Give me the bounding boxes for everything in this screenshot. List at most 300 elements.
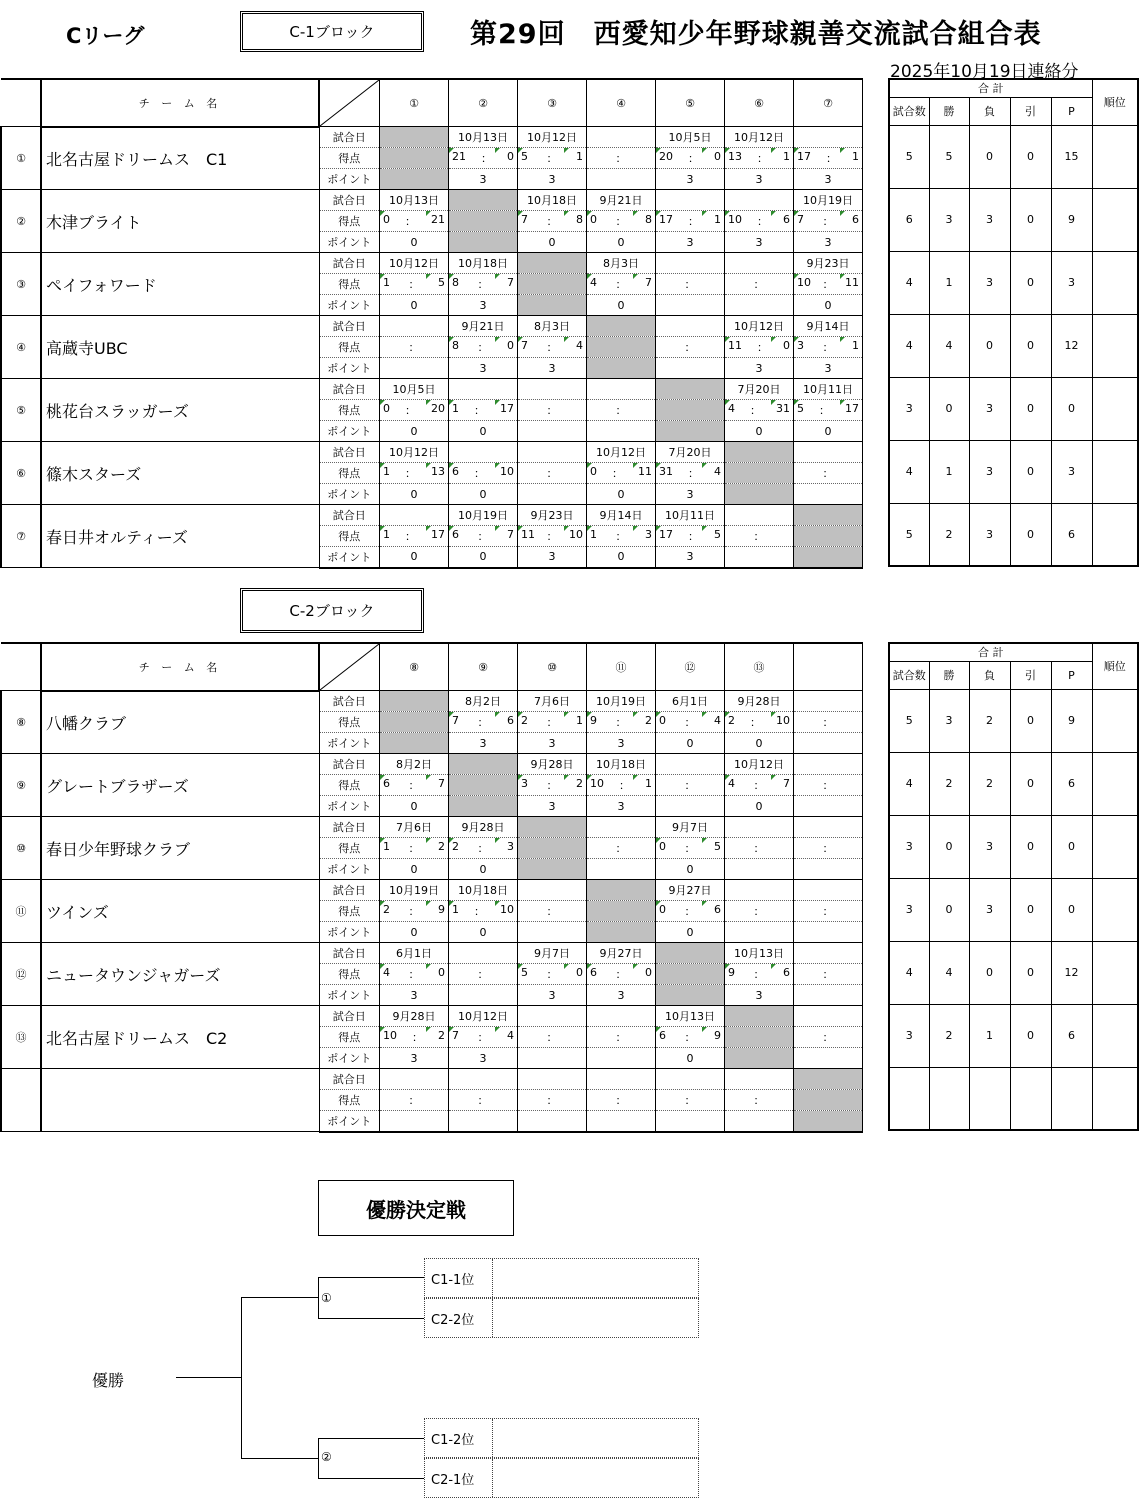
match-score — [587, 712, 656, 733]
summary-value: 4 — [889, 440, 929, 503]
match-point — [725, 295, 794, 316]
match-score — [518, 337, 587, 358]
score-away: 6 — [783, 213, 790, 226]
opponent-column-header: ⑨ — [449, 643, 518, 691]
cell-marker — [656, 838, 661, 843]
match-score — [449, 463, 518, 484]
match-point — [656, 796, 725, 817]
score-home: 1 — [383, 465, 390, 478]
score-separator: ： — [688, 215, 699, 228]
match-score — [518, 775, 587, 796]
summary-value: 3 — [1051, 440, 1092, 503]
block-grid — [0, 642, 863, 1133]
score-separator: ： — [619, 779, 630, 792]
score-away: 0 — [576, 966, 583, 979]
summary-value — [1092, 878, 1138, 941]
self-match-cell — [656, 379, 725, 400]
summary-value: 5 — [889, 689, 929, 752]
score-away: 6 — [852, 213, 859, 226]
score-away: 5 — [714, 528, 721, 541]
score-away: 1 — [714, 213, 721, 226]
match-score — [794, 337, 863, 358]
cell-marker — [564, 712, 569, 717]
score-separator: ： — [408, 842, 420, 855]
match-point — [380, 358, 449, 379]
cell-marker — [771, 148, 776, 153]
match-point: 0 — [380, 859, 449, 880]
match-point: 0 — [449, 859, 518, 880]
table-row — [1, 754, 863, 775]
match-score — [518, 901, 587, 922]
score-away: 3 — [645, 528, 652, 541]
score-home: 7 — [452, 1029, 459, 1042]
match-point — [794, 859, 863, 880]
score-separator: ： — [546, 1094, 558, 1107]
rank-header: 順位 — [1092, 643, 1138, 689]
self-match-cell — [725, 463, 794, 484]
summary-table — [888, 78, 1139, 567]
cell-marker — [587, 274, 592, 279]
score-separator: ： — [474, 467, 485, 480]
score-away: 0 — [438, 966, 445, 979]
self-match-cell — [587, 337, 656, 358]
opponent-column-header: ⑥ — [725, 79, 794, 127]
match-date — [449, 379, 518, 400]
score-label: 得点 — [319, 148, 380, 169]
cell-marker — [495, 901, 500, 906]
score-separator: ： — [822, 215, 834, 228]
match-date — [380, 316, 449, 337]
score-separator: ： — [750, 716, 761, 729]
match-date — [587, 817, 656, 838]
match-date: 9月7日 — [656, 817, 725, 838]
match-point: 3 — [656, 484, 725, 505]
table-row — [1, 127, 863, 148]
cell-marker — [495, 337, 500, 342]
score-separator: ： — [546, 968, 558, 981]
summary-value: 0 — [1010, 689, 1051, 752]
match-score — [449, 901, 518, 922]
match-point — [587, 1111, 656, 1132]
score-away: 7 — [783, 777, 790, 790]
match-date: 10月12日 — [587, 442, 656, 463]
score-separator: ： — [477, 716, 489, 729]
point-label: ポイント — [319, 1048, 380, 1069]
match-point — [794, 796, 863, 817]
cell-marker — [840, 337, 845, 342]
score-away: 7 — [645, 276, 652, 289]
match-point — [518, 1111, 587, 1132]
self-match-cell — [518, 859, 587, 880]
self-match-cell — [587, 922, 656, 943]
team-name: 桃花台スラッガーズ — [41, 379, 319, 442]
team-number: ② — [1, 190, 41, 253]
score-home: 0 — [590, 465, 597, 478]
table-row — [1, 880, 863, 901]
match-point — [656, 1111, 725, 1132]
slot-label: C1-1位 — [425, 1259, 493, 1297]
match-date: 10月19日 — [449, 505, 518, 526]
self-match-cell — [449, 232, 518, 253]
score-home: 5 — [797, 402, 804, 415]
cell-marker — [518, 148, 523, 153]
score-separator: ： — [546, 152, 558, 165]
match-date: 9月21日 — [449, 316, 518, 337]
match-point: 3 — [518, 796, 587, 817]
cell-marker — [794, 274, 799, 279]
score-home: 1 — [452, 402, 459, 415]
match-date: 10月18日 — [587, 754, 656, 775]
summary-value — [1092, 440, 1138, 503]
score-separator: ： — [753, 530, 765, 543]
match-date: 9月28日 — [380, 1006, 449, 1027]
cell-marker — [725, 775, 730, 780]
self-match-cell — [449, 775, 518, 796]
opponent-column-header: ① — [380, 79, 449, 127]
self-match-cell — [380, 691, 449, 712]
score-separator: ： — [615, 716, 627, 729]
match-score — [449, 274, 518, 295]
cell-marker — [771, 775, 776, 780]
cell-marker — [449, 337, 454, 342]
cell-marker — [587, 712, 592, 717]
cell-marker — [426, 775, 431, 780]
team-number: ⑨ — [1, 754, 41, 817]
team-number: ⑫ — [1, 943, 41, 1006]
score-home: 6 — [452, 528, 459, 541]
match-point: 0 — [518, 232, 587, 253]
opponent-column-header: ④ — [587, 79, 656, 127]
score-home: 0 — [659, 840, 666, 853]
score-separator: ： — [753, 842, 765, 855]
match-point: 0 — [794, 421, 863, 442]
summary-value: 0 — [969, 314, 1010, 377]
score-home: 13 — [728, 150, 742, 163]
point-label: ポイント — [319, 295, 380, 316]
score-separator: ： — [684, 842, 696, 855]
cell-marker — [518, 964, 523, 969]
point-label: ポイント — [319, 358, 380, 379]
summary-value — [1092, 188, 1138, 251]
match-date — [518, 379, 587, 400]
score-away: 1 — [852, 339, 859, 352]
team-name: 春日井オルティーズ — [41, 505, 319, 568]
match-score — [518, 712, 587, 733]
score-home: 7 — [521, 339, 528, 352]
score-separator: ： — [408, 968, 420, 981]
summary-value: 0 — [929, 815, 969, 878]
match-score — [656, 211, 725, 232]
team-name: 北名古屋ドリームス C2 — [41, 1006, 319, 1069]
summary-value: 6 — [1051, 503, 1092, 566]
score-home: 4 — [590, 276, 597, 289]
summary-value: 0 — [1010, 1004, 1051, 1067]
team-name: ニュータウンジャガーズ — [41, 943, 319, 1006]
summary-value — [1092, 251, 1138, 314]
score-separator: ： — [408, 905, 420, 918]
summary-row — [889, 1067, 1138, 1130]
match-date — [794, 880, 863, 901]
point-label: ポイント — [319, 484, 380, 505]
match-date: 10月5日 — [656, 127, 725, 148]
match-date: 10月13日 — [656, 1006, 725, 1027]
match-date: 7月20日 — [725, 379, 794, 400]
match-date — [794, 754, 863, 775]
cell-marker — [495, 1027, 500, 1032]
summary-value: 12 — [1051, 314, 1092, 377]
match-point: 0 — [656, 859, 725, 880]
score-separator: ： — [546, 779, 558, 792]
cell-marker — [656, 148, 661, 153]
match-point — [449, 1111, 518, 1132]
summary-value: 1 — [969, 1004, 1010, 1067]
score-separator: ： — [546, 215, 558, 228]
match-score — [725, 712, 794, 733]
score-separator: ： — [684, 278, 696, 291]
match-point: 3 — [449, 295, 518, 316]
summary-value: 2 — [969, 752, 1010, 815]
summary-row — [889, 377, 1138, 440]
score-home: 2 — [383, 903, 390, 916]
team-number: ③ — [1, 253, 41, 316]
match-score — [656, 463, 725, 484]
cell-marker — [426, 211, 431, 216]
games-header: 試合数 — [889, 97, 929, 125]
match-date: 6月1日 — [656, 691, 725, 712]
score-away: 2 — [576, 777, 583, 790]
cell-marker — [702, 148, 707, 153]
score-home: 8 — [452, 276, 459, 289]
point-label: ポイント — [319, 169, 380, 190]
cell-marker — [449, 400, 454, 405]
match-date — [725, 505, 794, 526]
cell-marker — [587, 775, 592, 780]
table-row — [1, 505, 863, 526]
summary-value: 3 — [969, 251, 1010, 314]
match-date — [656, 754, 725, 775]
score-separator: ： — [474, 905, 485, 918]
summary-value — [1092, 1067, 1138, 1130]
cell-marker — [771, 211, 776, 216]
block-c1-label: C-1ブロック — [240, 11, 424, 52]
cell-marker — [564, 775, 569, 780]
cell-marker — [771, 337, 776, 342]
draw-header: 引 — [1010, 97, 1051, 125]
cell-marker — [380, 775, 385, 780]
cell-marker — [495, 274, 500, 279]
match-score — [794, 901, 863, 922]
score-home: 31 — [659, 465, 673, 478]
self-match-cell — [449, 754, 518, 775]
cell-marker — [380, 463, 385, 468]
cell-marker — [518, 337, 523, 342]
cell-marker — [656, 901, 661, 906]
score-separator: ： — [684, 341, 696, 354]
cell-marker — [771, 400, 776, 405]
match-date-label: 試合日 — [319, 754, 380, 775]
self-match-cell — [794, 1111, 863, 1132]
team-name: 高蔵寺UBC — [41, 316, 319, 379]
self-match-cell — [518, 817, 587, 838]
cell-marker — [380, 838, 385, 843]
point-label: ポイント — [319, 859, 380, 880]
score-home: 10 — [728, 213, 742, 226]
summary-value — [1092, 125, 1138, 188]
score-label: 得点 — [319, 838, 380, 859]
total-header: 合 計 — [889, 79, 1092, 97]
summary-value: 6 — [1051, 1004, 1092, 1067]
cell-marker — [840, 274, 845, 279]
team-name: 北名古屋ドリームス C1 — [41, 127, 319, 190]
self-match-cell — [449, 190, 518, 211]
score-home: 6 — [452, 465, 459, 478]
score-away: 6 — [783, 966, 790, 979]
cell-marker — [840, 148, 845, 153]
match-point: 3 — [449, 169, 518, 190]
match-date: 10月12日 — [725, 127, 794, 148]
match-point: 3 — [725, 169, 794, 190]
self-match-cell — [449, 211, 518, 232]
score-away: 1 — [852, 150, 859, 163]
match-score — [794, 775, 863, 796]
score-away: 9 — [714, 1029, 721, 1042]
summary-value — [929, 1067, 969, 1130]
score-home: 9 — [728, 966, 735, 979]
score-label: 得点 — [319, 526, 380, 547]
score-separator: ： — [615, 968, 627, 981]
match-point: 0 — [449, 484, 518, 505]
match-score — [656, 1090, 725, 1111]
self-match-cell — [656, 943, 725, 964]
cell-marker — [725, 400, 730, 405]
score-away: 3 — [507, 840, 514, 853]
summary-value: 4 — [929, 941, 969, 1004]
final-slot — [424, 1258, 699, 1298]
score-home: 0 — [383, 213, 390, 226]
cell-marker — [426, 1027, 431, 1032]
score-separator: ： — [615, 404, 627, 417]
score-separator: ： — [753, 779, 765, 792]
score-separator: ： — [826, 152, 837, 165]
cell-marker — [495, 463, 500, 468]
summary-value: 0 — [969, 941, 1010, 1004]
cell-marker — [426, 400, 431, 405]
score-home: 17 — [659, 528, 673, 541]
match-point: 0 — [380, 421, 449, 442]
match-point: 0 — [380, 232, 449, 253]
score-home: 20 — [659, 150, 673, 163]
match-date — [587, 379, 656, 400]
cell-marker — [725, 211, 730, 216]
score-home: 11 — [728, 339, 742, 352]
match-score — [794, 211, 863, 232]
match-score — [380, 526, 449, 547]
score-separator: ： — [546, 467, 558, 480]
match-date-label: 試合日 — [319, 880, 380, 901]
match-score — [794, 838, 863, 859]
summary-value: 0 — [1010, 125, 1051, 188]
cell-marker — [656, 712, 661, 717]
match-point — [794, 922, 863, 943]
score-separator: ： — [757, 341, 768, 354]
summary-value: 0 — [1010, 815, 1051, 878]
team-number: ⑦ — [1, 505, 41, 568]
cell-marker — [656, 463, 661, 468]
match-date — [656, 1069, 725, 1090]
bracket-line — [241, 1297, 242, 1458]
match-score — [587, 775, 656, 796]
score-label: 得点 — [319, 775, 380, 796]
cell-marker — [518, 526, 523, 531]
match-point: 3 — [656, 547, 725, 568]
self-match-cell — [587, 901, 656, 922]
self-match-cell — [518, 295, 587, 316]
self-match-cell — [794, 505, 863, 526]
match-score — [725, 274, 794, 295]
cell-marker — [587, 964, 592, 969]
cell-marker — [725, 964, 730, 969]
slot-label: C1-2位 — [425, 1419, 493, 1457]
summary-row — [889, 440, 1138, 503]
match-point: 3 — [518, 547, 587, 568]
score-separator: ： — [405, 530, 416, 543]
score-separator: ： — [822, 968, 834, 981]
table-row — [1, 691, 863, 712]
block-grid — [0, 78, 863, 569]
cell-marker — [449, 526, 454, 531]
score-separator: ： — [408, 779, 420, 792]
match-score — [380, 775, 449, 796]
summary-value: 5 — [889, 503, 929, 566]
match-score — [587, 463, 656, 484]
cell-marker — [449, 712, 454, 717]
score-away: 0 — [507, 150, 514, 163]
summary-value: 3 — [889, 878, 929, 941]
score-away: 2 — [438, 840, 445, 853]
score-away: 17 — [500, 402, 514, 415]
match-point: 0 — [587, 484, 656, 505]
score-separator: ： — [481, 152, 492, 165]
score-separator: ： — [822, 341, 834, 354]
p-header: P — [1051, 661, 1092, 689]
cell-marker — [495, 526, 500, 531]
self-match-cell — [794, 547, 863, 568]
self-match-cell — [587, 358, 656, 379]
summary-row — [889, 752, 1138, 815]
cell-marker — [495, 712, 500, 717]
score-separator: ： — [405, 404, 416, 417]
table-row — [1, 316, 863, 337]
score-separator: ： — [615, 1031, 627, 1044]
cell-marker — [564, 211, 569, 216]
match-score — [518, 148, 587, 169]
summary-value: 3 — [889, 1004, 929, 1067]
cell-marker — [380, 1027, 385, 1032]
cell-marker — [702, 838, 707, 843]
summary-value: 3 — [969, 878, 1010, 941]
match-score — [656, 838, 725, 859]
match-score — [587, 1027, 656, 1048]
cell-marker — [587, 526, 592, 531]
match-point — [725, 859, 794, 880]
score-home: 4 — [383, 966, 390, 979]
summary-value: 0 — [929, 377, 969, 440]
opponent-column-header: ⑫ — [656, 643, 725, 691]
team-number: ⑧ — [1, 691, 41, 754]
match-date: 10月12日 — [380, 253, 449, 274]
score-separator: ： — [408, 341, 420, 354]
score-home: 10 — [383, 1029, 397, 1042]
